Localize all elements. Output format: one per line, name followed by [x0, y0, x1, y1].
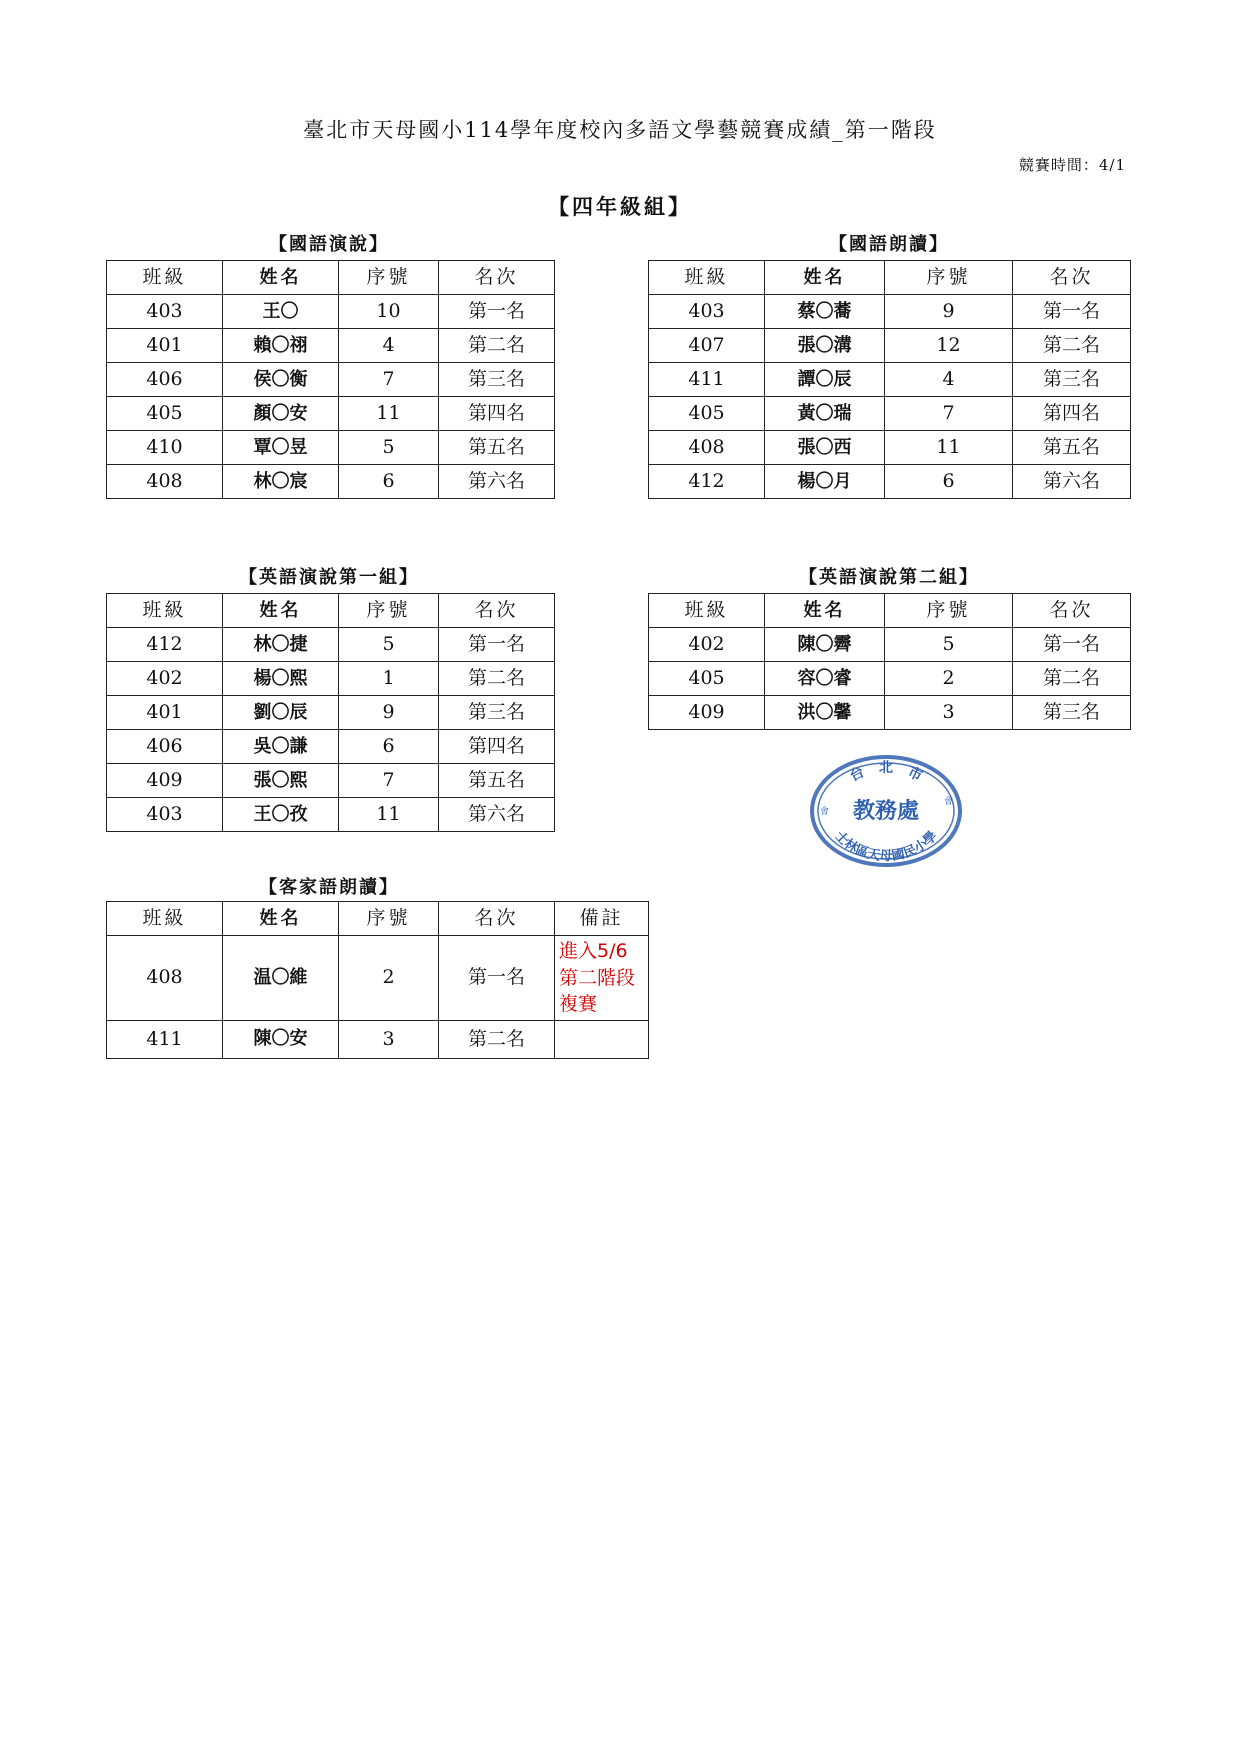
number-cell: 3: [339, 1020, 439, 1058]
header-rank: 名次: [439, 261, 555, 295]
svg-text:會: 會: [944, 797, 954, 807]
rank-cell: 第五名: [439, 764, 555, 798]
name-cell: 洪〇馨: [765, 696, 885, 730]
name-cell: 吳〇謙: [223, 730, 339, 764]
table-row: [649, 628, 1131, 662]
class-cell: 412: [649, 465, 765, 499]
number-cell: 5: [885, 628, 1013, 662]
class-cell: 401: [107, 696, 223, 730]
number-cell: 2: [885, 662, 1013, 696]
class-cell: 411: [649, 363, 765, 397]
note-cell: [555, 1020, 649, 1058]
table-row: [107, 730, 555, 764]
table-row: [107, 465, 555, 499]
seal-graphic: [808, 752, 964, 870]
header-name: 姓名: [223, 261, 339, 295]
number-cell: 1: [339, 662, 439, 696]
table-row: [107, 662, 555, 696]
header-number: 序號: [885, 594, 1013, 628]
note-line: 第二階段: [559, 966, 636, 989]
table-row: [107, 397, 555, 431]
name-cell: 張〇熙: [223, 764, 339, 798]
name-cell: 張〇溝: [765, 329, 885, 363]
table-row: [649, 465, 1131, 499]
class-cell: 408: [107, 936, 223, 1021]
name-cell: 楊〇月: [765, 465, 885, 499]
header-name: 姓名: [765, 594, 885, 628]
class-cell: 407: [649, 329, 765, 363]
svg-text:士林區天母國民小學: 士林區天母國民小學: [831, 828, 941, 864]
header-number: 序號: [339, 902, 439, 936]
class-cell: 412: [107, 628, 223, 662]
number-cell: 7: [339, 363, 439, 397]
class-cell: 403: [107, 295, 223, 329]
number-cell: 5: [339, 628, 439, 662]
header-class: 班級: [107, 261, 223, 295]
header-class: 班級: [107, 902, 223, 936]
header-name: 姓名: [223, 902, 339, 936]
rank-cell: 第一名: [439, 628, 555, 662]
table-row: [107, 363, 555, 397]
number-cell: 6: [339, 465, 439, 499]
number-cell: 9: [885, 295, 1013, 329]
class-cell: 403: [649, 295, 765, 329]
class-cell: 403: [107, 798, 223, 832]
number-cell: 7: [339, 764, 439, 798]
header-class: 班級: [649, 261, 765, 295]
rank-cell: 第二名: [439, 662, 555, 696]
table-row: [107, 764, 555, 798]
section-title-hakka-reading: 【客家語朗讀】: [259, 877, 399, 898]
header-note: 備註: [555, 902, 649, 936]
table-row: [649, 696, 1131, 730]
class-cell: 409: [649, 696, 765, 730]
section-title-english-speech-2: 【英語演說第二組】: [799, 567, 979, 588]
rank-cell: 第五名: [439, 431, 555, 465]
header-name: 姓名: [765, 261, 885, 295]
name-cell: 覃〇昱: [223, 431, 339, 465]
rank-cell: 第一名: [1013, 295, 1131, 329]
number-cell: 3: [885, 696, 1013, 730]
rank-cell: 第一名: [439, 295, 555, 329]
rank-cell: 第四名: [1013, 397, 1131, 431]
class-cell: 408: [107, 465, 223, 499]
number-cell: 4: [339, 329, 439, 363]
table-row: [107, 936, 649, 1021]
rank-cell: 第六名: [1013, 465, 1131, 499]
rank-cell: 第一名: [1013, 628, 1131, 662]
header-rank: 名次: [1013, 261, 1131, 295]
academic-affairs-seal: [808, 752, 964, 874]
grade-group-heading: 【四年級組】: [548, 194, 692, 219]
section-title-english-speech-1: 【英語演說第一組】: [239, 567, 419, 588]
name-cell: 侯〇衡: [223, 363, 339, 397]
table-row: [107, 798, 555, 832]
svg-text:台 北 市: 台 北 市: [847, 760, 925, 785]
header-name: 姓名: [223, 594, 339, 628]
class-cell: 402: [107, 662, 223, 696]
competition-time: 競賽時間：4/1: [1018, 156, 1126, 174]
document-title: 臺北市天母國小114學年度校內多語文學藝競賽成績_第一階段: [303, 118, 937, 142]
name-cell: 林〇捷: [223, 628, 339, 662]
name-cell: 温〇維: [223, 936, 339, 1021]
name-cell: 王〇孜: [223, 798, 339, 832]
table-row: [107, 696, 555, 730]
rank-cell: 第二名: [439, 1020, 555, 1058]
header-class: 班級: [649, 594, 765, 628]
class-cell: 409: [107, 764, 223, 798]
table-row: [649, 431, 1131, 465]
table-row: [107, 628, 555, 662]
results-table: [106, 901, 649, 1059]
class-cell: 408: [649, 431, 765, 465]
name-cell: 劉〇辰: [223, 696, 339, 730]
note-cell: [555, 936, 649, 1021]
rank-cell: 第二名: [1013, 329, 1131, 363]
rank-cell: 第二名: [439, 329, 555, 363]
number-cell: 11: [339, 397, 439, 431]
number-cell: 11: [339, 798, 439, 832]
header-rank: 名次: [439, 594, 555, 628]
note-line: 複賽: [559, 993, 598, 1016]
rank-cell: 第三名: [439, 363, 555, 397]
number-cell: 6: [339, 730, 439, 764]
number-cell: 4: [885, 363, 1013, 397]
number-cell: 12: [885, 329, 1013, 363]
svg-text:會: 會: [820, 807, 830, 817]
rank-cell: 第二名: [1013, 662, 1131, 696]
rank-cell: 第一名: [439, 936, 555, 1021]
table-row: [649, 662, 1131, 696]
number-cell: 11: [885, 431, 1013, 465]
note-line: 進入5/6: [559, 940, 628, 962]
table-row: [107, 431, 555, 465]
name-cell: 林〇宸: [223, 465, 339, 499]
results-table: [106, 593, 555, 832]
name-cell: 陳〇安: [223, 1020, 339, 1058]
class-cell: 405: [649, 662, 765, 696]
rank-cell: 第四名: [439, 730, 555, 764]
class-cell: 402: [649, 628, 765, 662]
rank-cell: 第六名: [439, 798, 555, 832]
header-number: 序號: [339, 594, 439, 628]
section-title-mandarin-speech: 【國語演說】: [269, 234, 389, 255]
header-number: 序號: [885, 261, 1013, 295]
rank-cell: 第六名: [439, 465, 555, 499]
name-cell: 張〇西: [765, 431, 885, 465]
name-cell: 楊〇熙: [223, 662, 339, 696]
number-cell: 7: [885, 397, 1013, 431]
table-row: [107, 295, 555, 329]
class-cell: 405: [649, 397, 765, 431]
class-cell: 405: [107, 397, 223, 431]
class-cell: 410: [107, 431, 223, 465]
table-row: [649, 329, 1131, 363]
rank-cell: 第三名: [439, 696, 555, 730]
class-cell: 406: [107, 730, 223, 764]
name-cell: 容〇睿: [765, 662, 885, 696]
header-class: 班級: [107, 594, 223, 628]
class-cell: 406: [107, 363, 223, 397]
name-cell: 蔡〇蕎: [765, 295, 885, 329]
table-row: [649, 363, 1131, 397]
number-cell: 5: [339, 431, 439, 465]
class-cell: 411: [107, 1020, 223, 1058]
name-cell: 顏〇安: [223, 397, 339, 431]
table-row: [107, 329, 555, 363]
rank-cell: 第五名: [1013, 431, 1131, 465]
number-cell: 6: [885, 465, 1013, 499]
results-table: [648, 260, 1131, 499]
header-rank: 名次: [439, 902, 555, 936]
name-cell: 賴〇祤: [223, 329, 339, 363]
table-row: [107, 1020, 649, 1058]
rank-cell: 第三名: [1013, 696, 1131, 730]
section-title-mandarin-reading: 【國語朗讀】: [829, 234, 949, 255]
name-cell: 王〇: [223, 295, 339, 329]
class-cell: 401: [107, 329, 223, 363]
table-row: [649, 295, 1131, 329]
results-table: [106, 260, 555, 499]
name-cell: 黃〇瑞: [765, 397, 885, 431]
results-table: [648, 593, 1131, 730]
number-cell: 9: [339, 696, 439, 730]
rank-cell: 第三名: [1013, 363, 1131, 397]
header-rank: 名次: [1013, 594, 1131, 628]
number-cell: 2: [339, 936, 439, 1021]
number-cell: 10: [339, 295, 439, 329]
name-cell: 陳〇霽: [765, 628, 885, 662]
header-number: 序號: [339, 261, 439, 295]
rank-cell: 第四名: [439, 397, 555, 431]
seal-center-text: 教務處: [852, 799, 920, 824]
table-row: [649, 397, 1131, 431]
name-cell: 譚〇辰: [765, 363, 885, 397]
